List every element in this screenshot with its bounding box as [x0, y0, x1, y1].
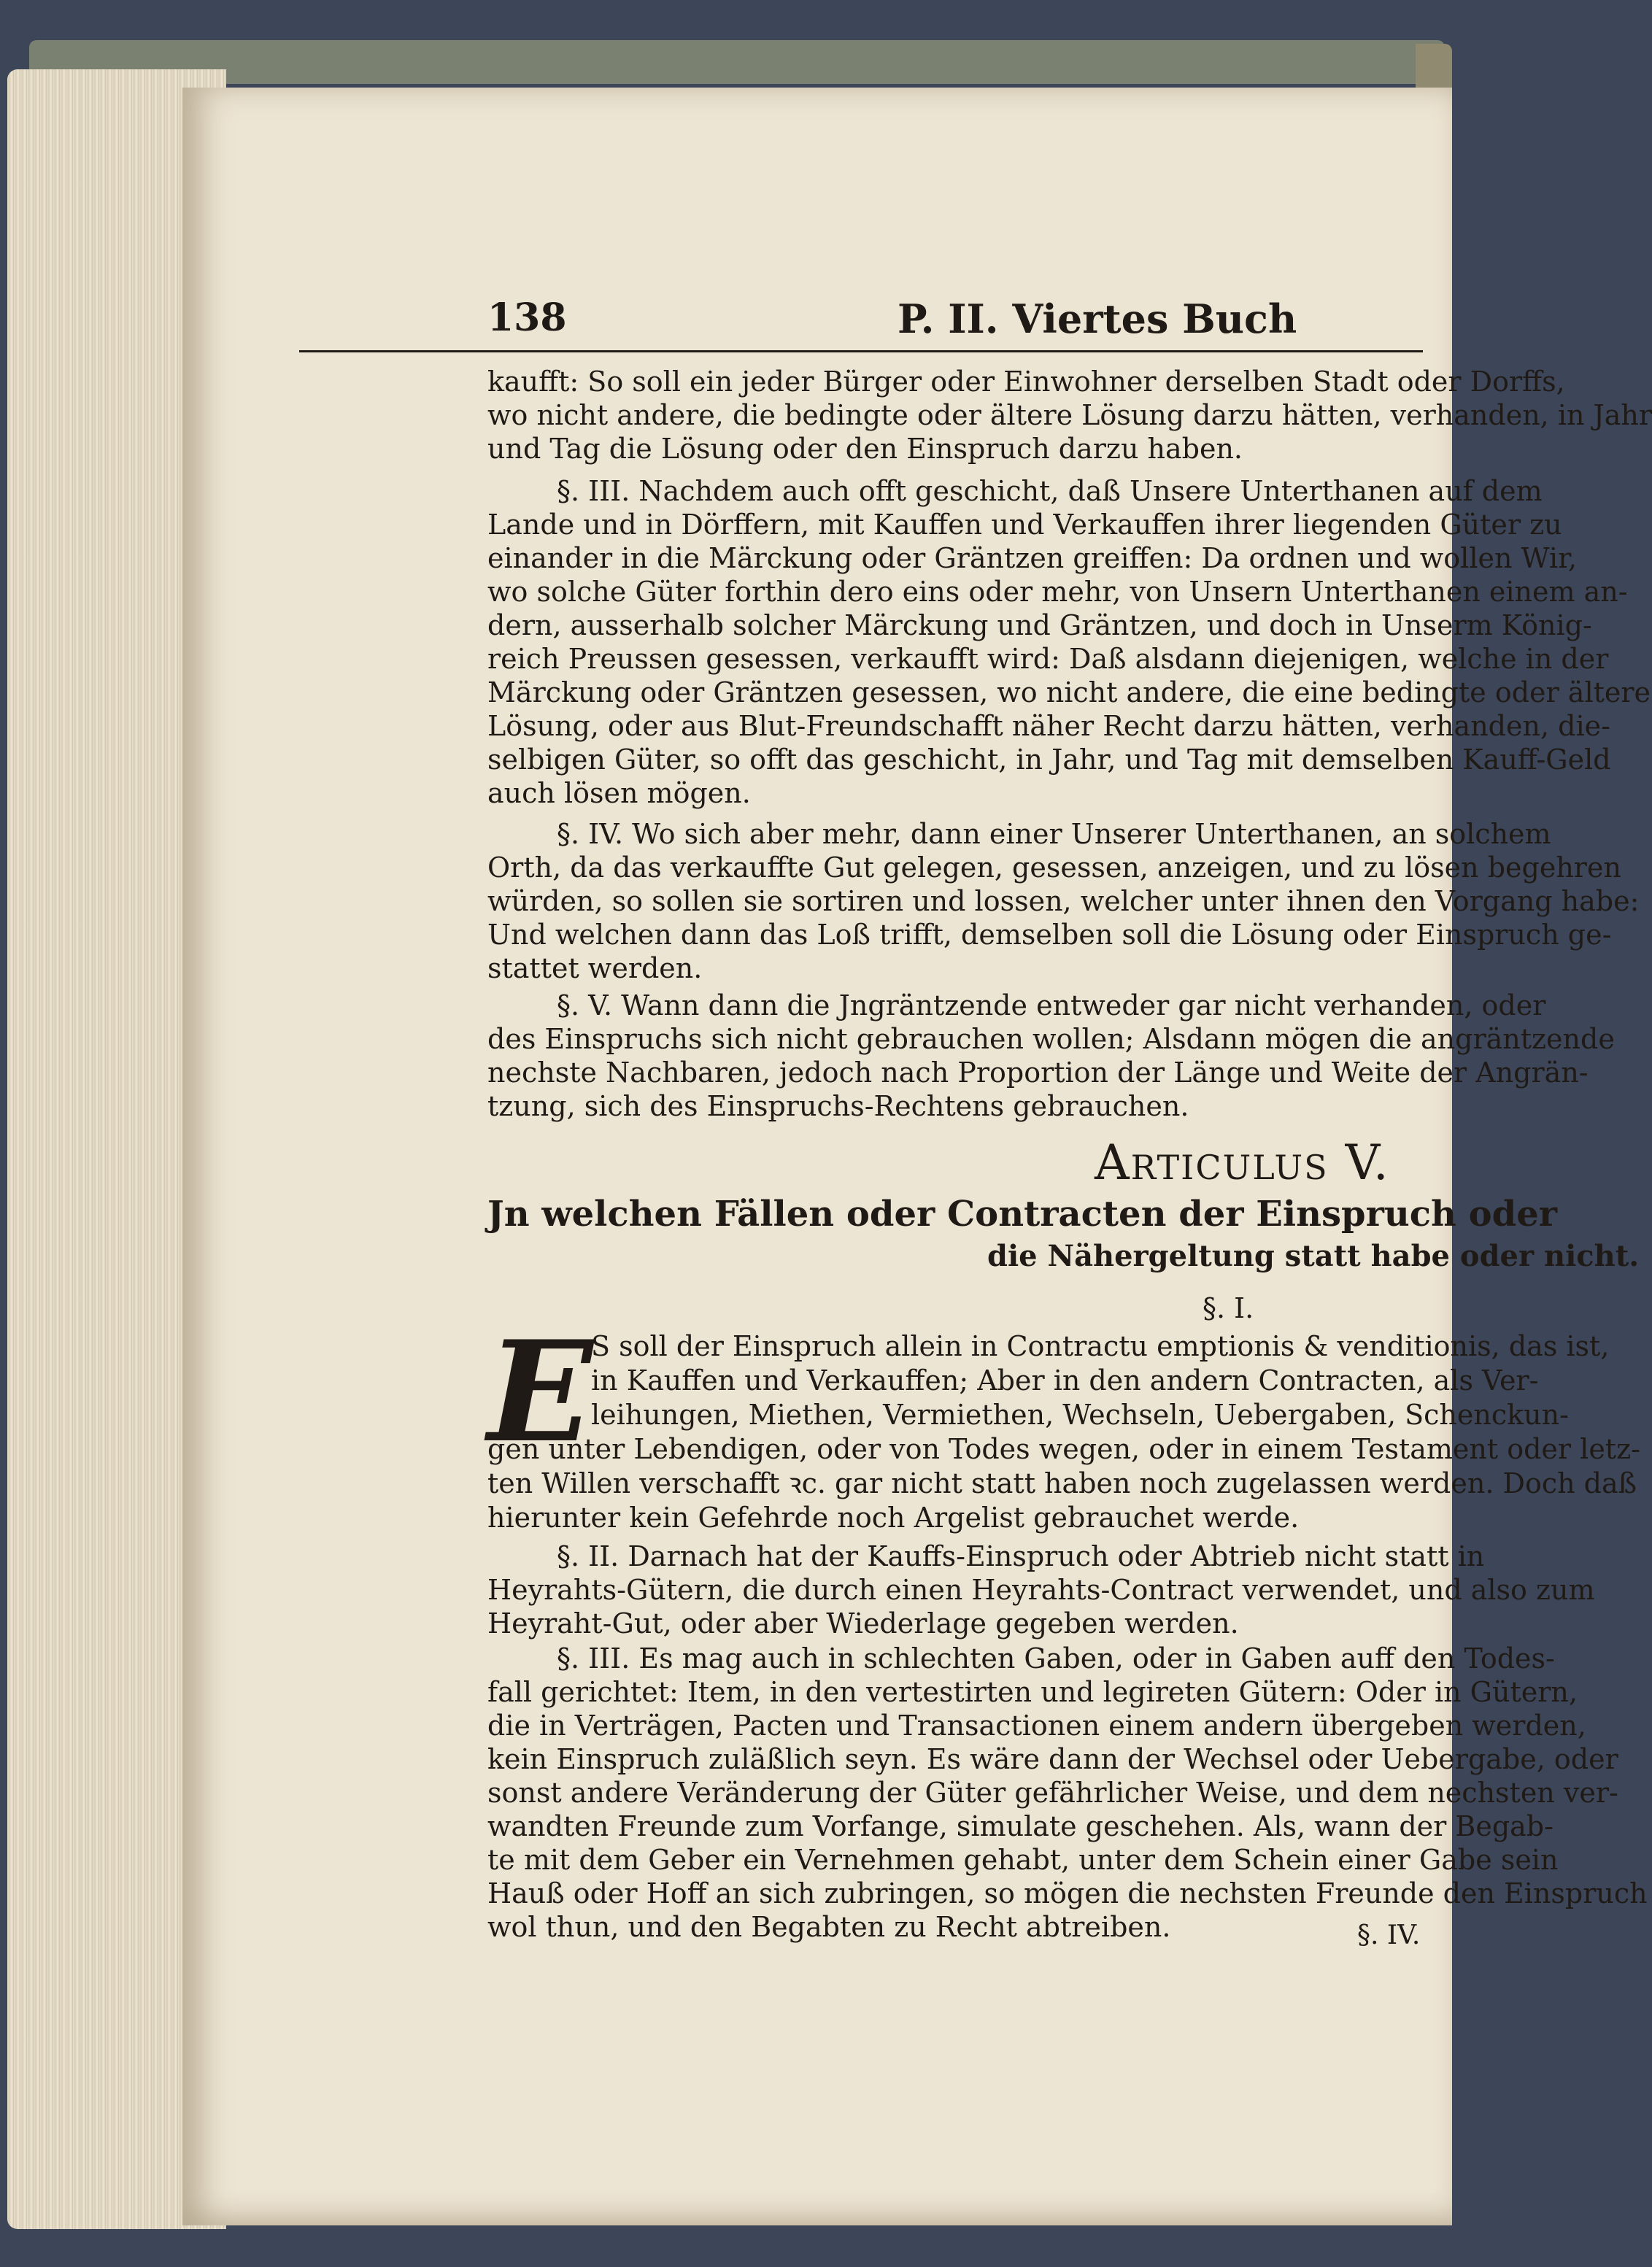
- text-line: würden, so sollen sie sortiren und lossen, welcher unter ihnen den Vorgang habe:: [487, 885, 1640, 917]
- paragraph-continuation: [487, 365, 1652, 466]
- article-heading-line-2: die Nähergeltung statt habe oder nicht.: [987, 1239, 1640, 1273]
- text-line: te mit dem Geber ein Vernehmen gehabt, unter dem Schein einer Gabe sein: [487, 1844, 1559, 1876]
- text-line: hierunter kein Gefehrde noch Argelist gebrauchet werde.: [487, 1502, 1300, 1534]
- text-line: Und welchen dann das Loß trifft, demselben soll die Lösung oder Einspruch ge-: [487, 919, 1612, 951]
- page-number: 138: [487, 296, 567, 340]
- section-number: §. I.: [1203, 1292, 1254, 1324]
- paragraph-1-indented: [591, 1329, 1609, 1432]
- text-line: gen unter Lebendigen, oder von Todes wegen, oder in einem Testament oder letz-: [487, 1433, 1640, 1465]
- paragraph-section-3: [487, 474, 1651, 810]
- text-line: Heyraht-Gut, oder aber Wiederlage gegeben werden.: [487, 1607, 1239, 1640]
- text-line: Lösung, oder aus Blut-Freundschafft näher Recht darzu hätten, verhanden, die-: [487, 710, 1610, 742]
- text-line: wo nicht andere, die bedingte oder ältere Lösung darzu hätten, verhanden, in Jahr: [487, 399, 1652, 431]
- book-cover-top: [29, 40, 1445, 84]
- text-line: des Einspruchs sich nicht gebrauchen wollen; Alsdann mögen die angräntzende: [487, 1023, 1615, 1055]
- text-line: Märckung oder Gräntzen gesessen, wo nicht andere, die eine bedingte oder ältere: [487, 676, 1651, 708]
- text-line: §. II. Darnach hat der Kauffs-Einspruch oder Abtrieb nicht statt in: [557, 1540, 1485, 1572]
- text-line: reich Preussen gesessen, verkaufft wird: Daß alsdann diejenigen, welche in der: [487, 643, 1609, 675]
- paragraph-section-4: [487, 817, 1639, 985]
- text-line: S soll der Einspruch allein in Contractu emptionis & venditionis, das ist,: [591, 1330, 1610, 1362]
- text-line: leihungen, Miethen, Vermiethen, Wechseln, Uebergaben, Schenckun-: [591, 1399, 1569, 1431]
- text-line: fall gerichtet: Item, in den vertestirten und legireten Gütern: Oder in Gütern,: [487, 1676, 1578, 1708]
- text-line: kaufft: So soll ein jeder Bürger oder Einwohner derselben Stadt oder Dorffs,: [487, 366, 1565, 398]
- text-line: tzung, sich des Einspruchs-Rechtens gebrauchen.: [487, 1090, 1189, 1122]
- text-line: Heyrahts-Gütern, die durch einen Heyrahts-Contract verwendet, und also zum: [487, 1574, 1595, 1606]
- text-line: sonst andere Veränderung der Güter gefährlicher Weise, und dem nechsten ver-: [487, 1777, 1618, 1809]
- paragraph-section-5: [487, 989, 1615, 1123]
- text-line: einander in die Märckung oder Gräntzen greiffen: Da ordnen und wollen Wir,: [487, 542, 1578, 574]
- text-line: wo solche Güter forthin dero eins oder mehr, von Unsern Unterthanen einem an-: [487, 576, 1628, 608]
- running-title: P. II. Viertes Buch: [898, 296, 1297, 342]
- text-line: nechste Nachbaren, jedoch nach Proportion der Länge und Weite der Angrän-: [487, 1057, 1589, 1089]
- text-line: auch lösen mögen.: [487, 777, 751, 809]
- paragraph-section-3b: [487, 1642, 1648, 1944]
- article-title: Articulus V.: [1095, 1135, 1390, 1191]
- text-line: Orth, da das verkauffte Gut gelegen, gesessen, anzeigen, und zu lösen begehren: [487, 851, 1621, 884]
- text-line: selbigen Güter, so offt das geschicht, in Jahr, und Tag mit demselben Kauff-Geld: [487, 744, 1611, 776]
- text-line: ten Willen verschafft ꝛc. gar nicht statt haben noch zugelassen werden. Doch daß: [487, 1467, 1637, 1499]
- catchword: §. IV.: [1357, 1920, 1421, 1950]
- text-line: §. III. Nachdem auch offt geschicht, daß Unsere Unterthanen auf dem: [557, 475, 1543, 507]
- paragraph-section-2: [487, 1540, 1595, 1640]
- text-line: wandten Freunde zum Vorfange, simulate geschehen. Als, wann der Begab-: [487, 1810, 1553, 1842]
- section-marker: [487, 1291, 1254, 1325]
- text-line: Lande und in Dörffern, mit Kauffen und Verkauffen ihrer liegenden Güter zu: [487, 509, 1562, 541]
- text-line: wol thun, und den Begabten zu Recht abtreiben.: [487, 1911, 1171, 1943]
- text-line: stattet werden.: [487, 952, 703, 984]
- text-line: in Kauffen und Verkauffen; Aber in den andern Contracten, als Ver-: [591, 1364, 1539, 1397]
- text-line: und Tag die Lösung oder den Einspruch darzu haben.: [487, 433, 1243, 465]
- text-line: §. V. Wann dann die Jngräntzende entweder gar nicht verhanden, oder: [557, 989, 1546, 1021]
- article-heading-line-1: Jn welchen Fällen oder Contracten der Einspruch oder: [487, 1194, 1558, 1235]
- article-heading: [487, 1193, 1640, 1278]
- text-line: die in Verträgen, Pacten und Transactionen einem andern übergeben werden,: [487, 1710, 1586, 1742]
- page-header: [299, 292, 1423, 352]
- text-line: Hauß oder Hoff an sich zubringen, so mögen die nechsten Freunde den Einspruch: [487, 1877, 1648, 1909]
- paragraph-1-rest: [487, 1432, 1640, 1535]
- text-line: §. III. Es mag auch in schlechten Gaben, oder in Gaben auff den Todes-: [557, 1642, 1555, 1675]
- text-line: kein Einspruch zuläßlich seyn. Es wäre dann der Wechsel oder Uebergabe, oder: [487, 1743, 1618, 1775]
- drop-capital: E: [487, 1310, 593, 1473]
- text-line: dern, ausserhalb solcher Märckung und Gräntzen, und doch in Unserm König-: [487, 609, 1592, 641]
- text-line: §. IV. Wo sich aber mehr, dann einer Unserer Unterthanen, an solchem: [557, 818, 1551, 850]
